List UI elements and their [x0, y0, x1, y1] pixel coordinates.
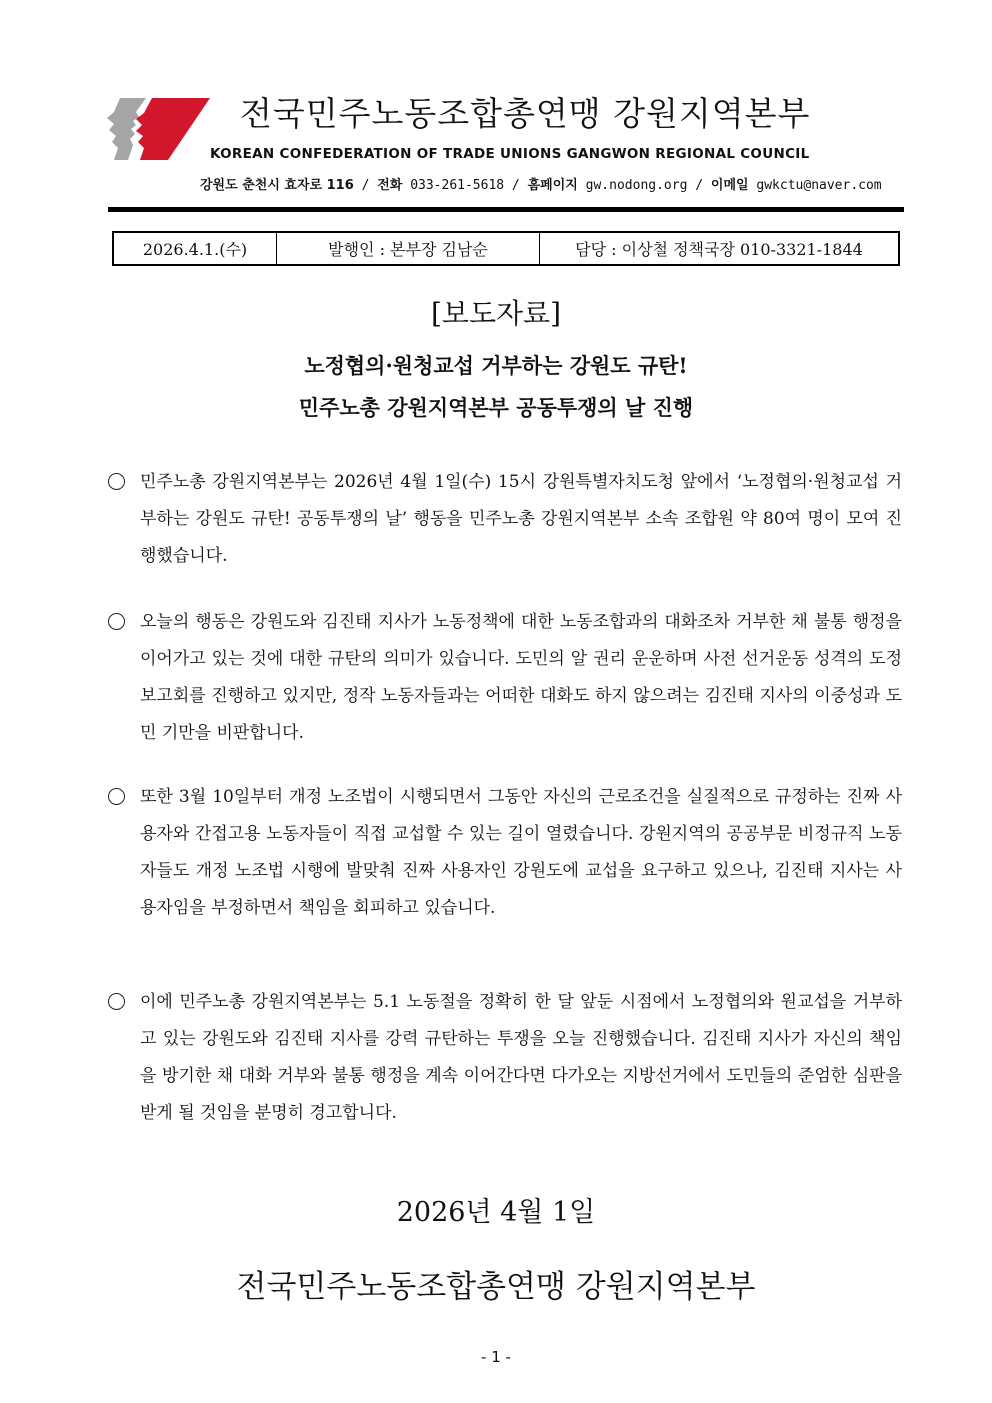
phone-label: 전화: [377, 178, 403, 193]
document-type: [보도자료]: [430, 297, 562, 330]
paragraph-text: 이에 민주노총 강원지역본부는 5.1 노동절을 정확히 한 달 앞둔 시점에서 노정협의와 원교섭을 거부하고 있는 강원도와 김진태 지사를 강력 규탄하는 투쟁을 오늘 진행했습니다. 김진태 지사가 자신의 책임을 방기한 채 대화 거부와 불통 행정을 계속 이어간다면 다가오는 지방선거에서 도민들의 준엄한 심판을 받게 될 것임을 분명히 경고합니다.: [140, 992, 902, 1123]
footer-date: 2026년 4월 1일: [396, 1197, 596, 1228]
email-label: 이메일: [710, 178, 749, 193]
address: 강원도 춘천시 효자로 116: [200, 178, 354, 193]
paragraph-text: 또한 3월 10일부터 개정 노조법이 시행되면서 그동안 자신의 근로조건을 실질적으로 규정하는 진짜 사용자와 간접고용 노동자들이 직접 교섭할 수 있는 길이 열렸습니다. 강원지역의 공공부문 비정규직 노동자들도 개정 노조법 시행에 발맞춰 진짜 사용자인 강원도에 교섭을 요구하고 있으나, 김진태 지사는 사용자임을 부정하면서 책임을 회피하고 있습니다.: [140, 787, 902, 918]
info-table: [112, 231, 900, 266]
circle-bullet-icon: [108, 788, 125, 805]
homepage-link[interactable]: gw.nodong.org: [585, 178, 688, 193]
header-divider: [108, 207, 904, 212]
headline-line-2: 민주노총 강원지역본부 공동투쟁의 날 진행: [298, 395, 694, 420]
org-name-english: KOREAN CONFEDERATION OF TRADE UNIONS GANGWON REGIONAL COUNCIL: [210, 146, 810, 162]
paragraph-text: 민주노총 강원지역본부는 2026년 4월 1일(수) 15시 강원특별자치도청 앞에서 ‘노정협의·원청교섭 거부하는 강원도 규탄! 공동투쟁의 날’ 행동을 민주노총 강원지역본부 소속 조합원 약 80여 명이 모여 진행했습니다.: [140, 472, 902, 566]
circle-bullet-icon: [108, 473, 125, 490]
homepage-label: 홈페이지: [527, 178, 578, 193]
body-paragraph: [108, 984, 902, 1132]
org-name-korean: 전국민주노동조합총연맹 강원지역본부: [240, 94, 811, 133]
page-number: - 1 -: [481, 1348, 511, 1366]
headline-line-1: 노정협의·원청교섭 거부하는 강원도 규탄!: [304, 353, 688, 378]
kctu-logo-icon: [106, 98, 210, 160]
circle-bullet-icon: [108, 993, 125, 1010]
email-link[interactable]: gwkctu@naver.com: [756, 178, 882, 193]
paragraph-text: 오늘의 행동은 강원도와 김진태 지사가 노동정책에 대한 노동조합과의 대화조차 거부한 채 불통 행정을 이어가고 있는 것에 대한 규탄의 의미가 있습니다. 도민의 알 권리 운운하며 사전 선거운동 성격의 도정보고회를 진행하고 있지만, 정작 노동자들과는 어떠한 대화도 하지 않으려는 김진태 지사의 이중성과 도민 기만을 비판합니다.: [140, 612, 902, 743]
contact-line: 강원도 춘천시 효자로 116 / 전화 033-261-5618 / 홈페이지 gw.nodong.org / 이메일 gwkctu@naver.com: [200, 178, 882, 193]
body-paragraph: [108, 604, 902, 752]
publisher: 발행인 : 본부장 김남순: [277, 233, 540, 264]
body-paragraph: [108, 779, 902, 927]
phone-number: 033-261-5618: [410, 178, 505, 193]
contact-person: 담당 : 이상철 정책국장 010-3321-1844: [575, 240, 863, 259]
circle-bullet-icon: [108, 613, 125, 630]
footer-org-name: 전국민주노동조합총연맹 강원지역본부: [236, 1269, 756, 1305]
body-paragraph: [108, 464, 902, 575]
release-date: 2026.4.1.(수): [114, 233, 277, 264]
